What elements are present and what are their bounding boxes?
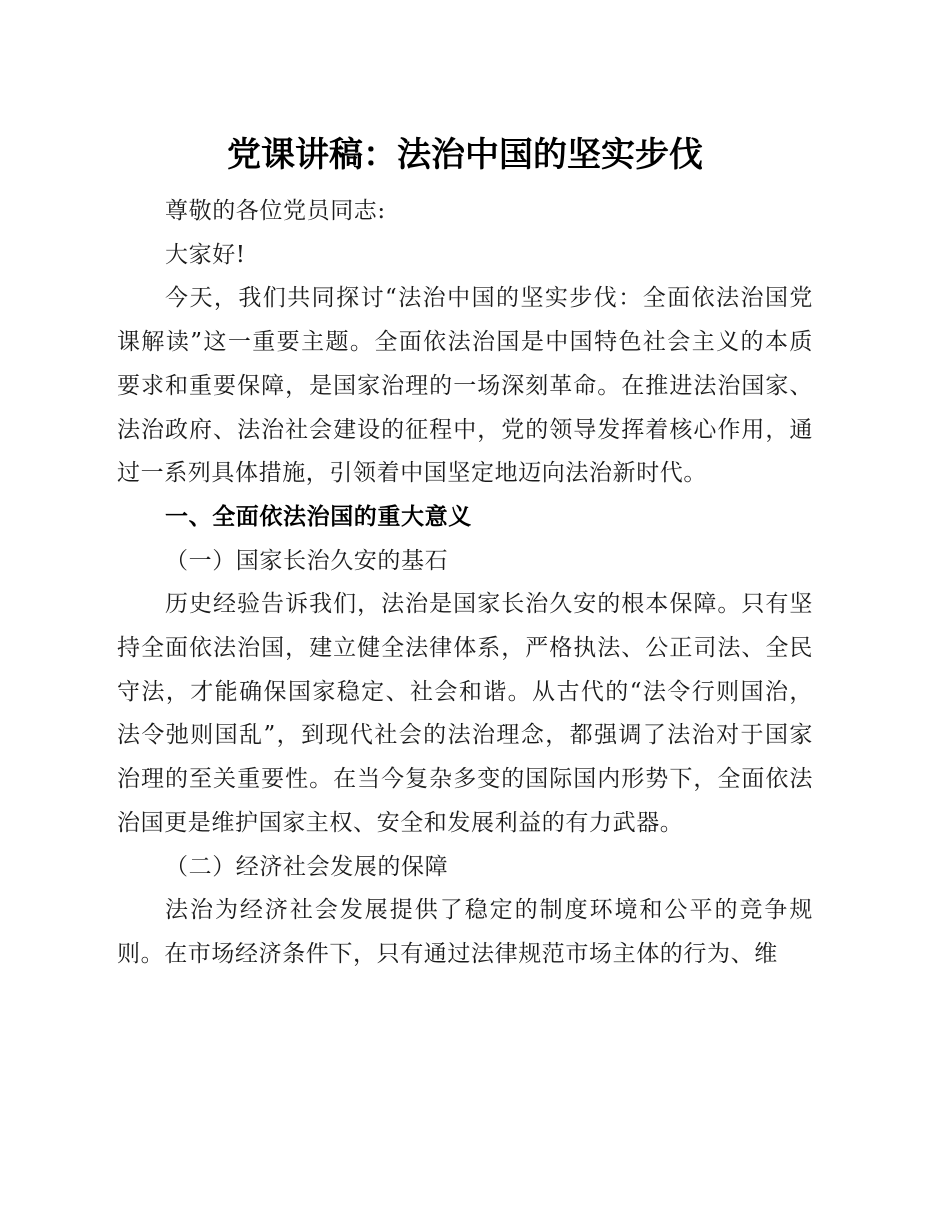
subsection-paragraph-2: 法治为经济社会发展提供了稳定的制度环境和公平的竞争规则。在市场经济条件下，只有通过法律规范市场主体的行为、维 <box>117 897 813 967</box>
greeting: 大家好! <box>165 241 246 268</box>
subsection-paragraph-1: 历史经验告诉我们，法治是国家长治久安的根本保障。只有坚持全面依法治国，建立健全法律体系，严格执法、公正司法、全民守法，才能确保国家稳定、社会和谐。从古代的“法令行则国治，法令弛则国乱”，到现代社会的法治理念，都强调了法治对于国家治理的至关重要性。在当今复杂多变的国际国内形势下，全面依法治国更是维护国家主权、安全和发展利益的有力武器。 <box>117 591 813 836</box>
salutation: 尊敬的各位党员同志: <box>165 198 386 224</box>
section-heading-1: 一、全面依法治国的重大意义 <box>165 503 472 530</box>
document-title: 党课讲稿：法治中国的坚实步伐 <box>227 135 703 175</box>
subsection-heading-2: （二）经济社会发展的保障 <box>165 853 449 880</box>
document-body <box>117 130 813 977</box>
subsection-heading-1: （一）国家长治久安的基石 <box>165 547 449 574</box>
intro-paragraph: 今天，我们共同探讨“法治中国的坚实步伐：全面依法治国党课解读”这一重要主题。全面依法治国是中国特色社会主义的本质要求和重要保障，是国家治理的一场深刻革命。在推进法治国家、法治政府、法治社会建设的征程中，党的领导发挥着核心作用，通过一系列具体措施，引领着中国坚定地迈向法治新时代。 <box>117 285 813 487</box>
